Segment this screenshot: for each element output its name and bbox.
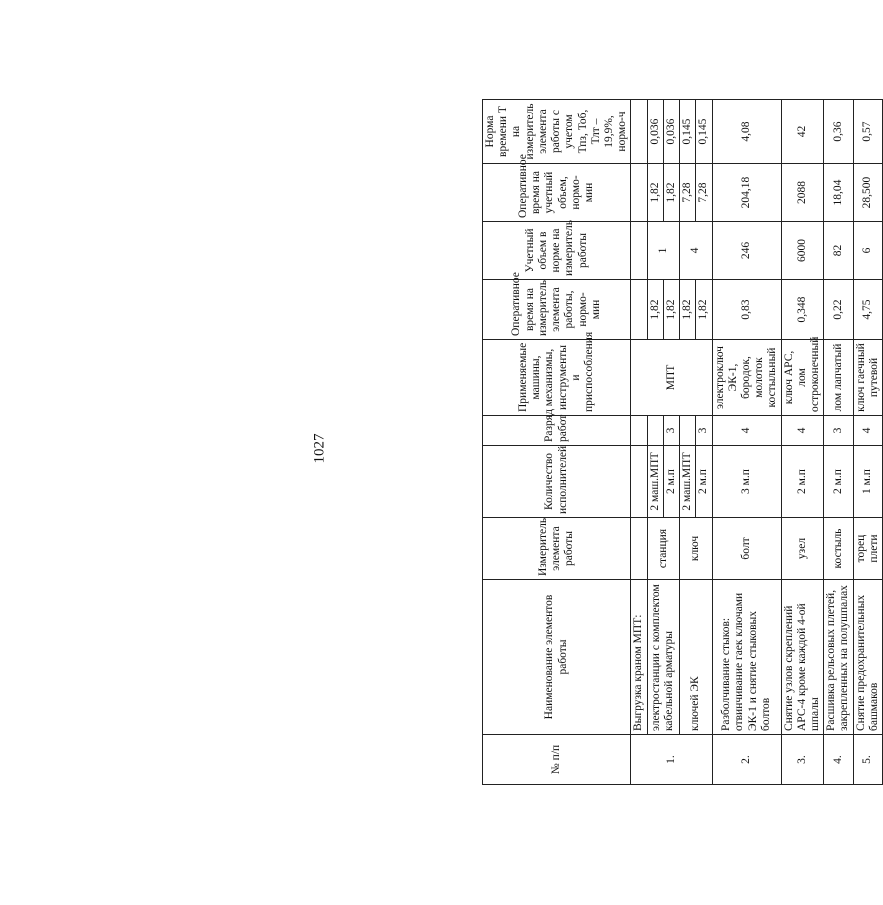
row-volume: 1 <box>647 222 679 280</box>
row-number: 1. <box>631 735 712 785</box>
row-op-volume: 1,82 <box>663 164 679 222</box>
row-meter: торец плети <box>853 518 882 580</box>
row-op-volume: 18,04 <box>824 164 853 222</box>
header-tools: Применяемые машины, механизмы, инструменты и приспособления <box>483 340 631 416</box>
row-grade <box>680 416 696 446</box>
row-grade: 4 <box>712 416 781 446</box>
row-tools: ключ гаечный путевой <box>853 340 882 416</box>
row-tools: ключ АРС, лом остроконечный <box>781 340 824 416</box>
row-workers: 2 м.п <box>696 446 712 518</box>
row-norm: 0,036 <box>663 100 679 164</box>
work-norms-table <box>482 99 883 785</box>
row-op-volume: 2088 <box>781 164 824 222</box>
row-workers: 2 маш.МПТ <box>680 446 696 518</box>
header-workers: Количество исполнителей <box>483 446 631 518</box>
table-row <box>781 100 824 785</box>
row-tools: электроключ ЭК-1, бородок, молоток костыльный <box>712 340 781 416</box>
row-op-time: 1,82 <box>647 280 663 340</box>
row-op-time: 1,82 <box>680 280 696 340</box>
row-workers: 2 м.п <box>824 446 853 518</box>
row-tools: МПТ <box>631 340 712 416</box>
row-op-volume: 7,28 <box>696 164 712 222</box>
row-norm: 0,57 <box>853 100 882 164</box>
page-number: 1027 <box>311 433 328 464</box>
row-grade: 3 <box>663 416 679 446</box>
header-no: № п/п <box>483 735 631 785</box>
table-row <box>631 100 647 785</box>
row-meter: болт <box>712 518 781 580</box>
row-op-volume: 1,82 <box>647 164 663 222</box>
row-volume: 4 <box>680 222 712 280</box>
row-name: электростанции с комплектом кабельной арматуры <box>647 580 679 735</box>
row-meter: ключ <box>680 518 712 580</box>
row-op-time: 0,83 <box>712 280 781 340</box>
row-grade: 3 <box>696 416 712 446</box>
row-norm: 42 <box>781 100 824 164</box>
row-op-volume: 7,28 <box>680 164 696 222</box>
row-workers: 1 м.п <box>853 446 882 518</box>
row-norm: 0,145 <box>680 100 696 164</box>
header-grade: Разряд работ <box>483 416 631 446</box>
row-op-volume: 204,18 <box>712 164 781 222</box>
row-workers: 3 м.п <box>712 446 781 518</box>
row-op-time: 1,82 <box>663 280 679 340</box>
row-norm: 0,145 <box>696 100 712 164</box>
row-meter: узел <box>781 518 824 580</box>
row-volume: 6000 <box>781 222 824 280</box>
table-row <box>712 100 781 785</box>
row-workers: 2 маш.МПТ <box>647 446 663 518</box>
header-name: Наименование элементов работы <box>483 580 631 735</box>
header-row <box>483 100 631 785</box>
row-norm: 0,36 <box>824 100 853 164</box>
row-op-time: 4,75 <box>853 280 882 340</box>
row-volume: 82 <box>824 222 853 280</box>
header-op-time: Оперативное время на измеритель элемента работы, нормо-мин <box>483 280 631 340</box>
row-number: 5. <box>853 735 882 785</box>
row-norm: 0,036 <box>647 100 663 164</box>
row-op-time: 1,82 <box>696 280 712 340</box>
header-meter: Измеритель элемента работы <box>483 518 631 580</box>
row-workers: 2 м.п <box>781 446 824 518</box>
row-grade: 3 <box>824 416 853 446</box>
row-number: 3. <box>781 735 824 785</box>
table-row <box>680 100 696 785</box>
row-op-volume: 28,500 <box>853 164 882 222</box>
row-name: Расшивка рельсовых плетей, закрепленных на полушпалах <box>824 580 853 735</box>
table-row <box>853 100 882 785</box>
row-meter: костыль <box>824 518 853 580</box>
header-volume: Учетный объем в норме на измеритель работы <box>483 222 631 280</box>
row-name: Снятие узлов скреплений АРС-4 кроме каждой 4-ой шпалы <box>781 580 824 735</box>
row-volume: 246 <box>712 222 781 280</box>
row-grade: 4 <box>853 416 882 446</box>
row-title: Выгрузка краном МПТ: <box>631 580 647 735</box>
row-number: 2. <box>712 735 781 785</box>
row-workers: 2 м.п <box>663 446 679 518</box>
row-op-time: 0,22 <box>824 280 853 340</box>
row-tools: лом лапчатый <box>824 340 853 416</box>
header-op-volume: Оперативное время на учетный объем, нормо-мин <box>483 164 631 222</box>
row-op-time: 0,348 <box>781 280 824 340</box>
row-name: Разболчивание стыков: отвинчивание гаек ключами ЭК-1 и снятие стыковых болтов <box>712 580 781 735</box>
row-norm: 4,08 <box>712 100 781 164</box>
row-meter: станция <box>647 518 679 580</box>
row-volume: 6 <box>853 222 882 280</box>
table-row <box>824 100 853 785</box>
row-grade <box>647 416 663 446</box>
row-name: Снятие предохранительных башмаков <box>853 580 882 735</box>
row-grade: 4 <box>781 416 824 446</box>
row-name: ключей ЭК <box>680 580 712 735</box>
table-row <box>647 100 663 785</box>
rotated-table-container <box>482 100 880 785</box>
header-norm: Норма времени Т на измеритель элемента работы с учетом Тпз, Тоб, Тлт – 19,9%, нормо-ч <box>483 100 631 164</box>
row-number: 4. <box>824 735 853 785</box>
